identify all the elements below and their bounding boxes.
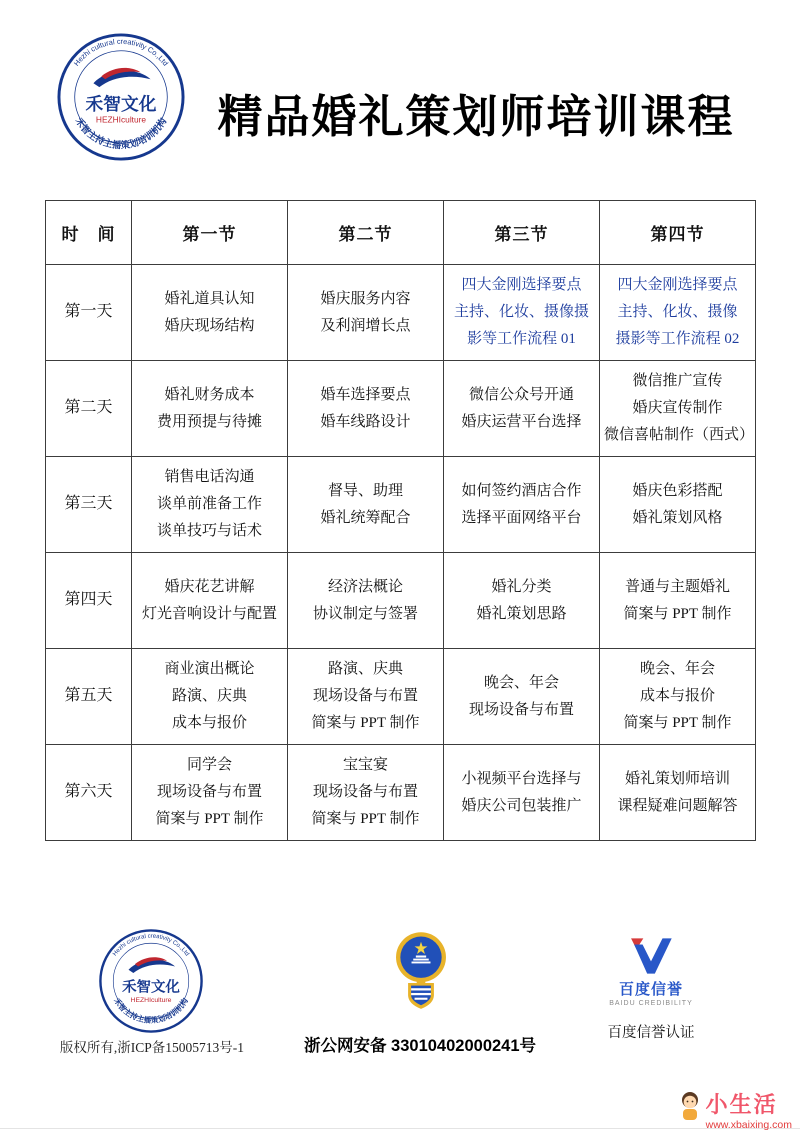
course-cell: 普通与主题婚礼 简案与 PPT 制作 xyxy=(600,553,756,649)
footer-company-logo xyxy=(98,928,204,1034)
course-cell: 商业演出概论 路演、庆典 成本与报价 xyxy=(132,649,288,745)
course-cell: 晚会、年会 现场设备与布置 xyxy=(444,649,600,745)
course-cell: 婚庆色彩搭配 婚礼策划风格 xyxy=(600,457,756,553)
course-cell: 婚车选择要点 婚车线路设计 xyxy=(288,361,444,457)
course-cell: 经济法概论 协议制定与签署 xyxy=(288,553,444,649)
col-header-session1: 第一节 xyxy=(132,201,288,265)
course-cell: 婚礼财务成本 费用预提与待摊 xyxy=(132,361,288,457)
table-row xyxy=(46,457,756,553)
course-cell: 四大金刚选择要点 主持、化妆、摄像 摄影等工作流程 02 xyxy=(600,265,756,361)
col-header-session3: 第三节 xyxy=(444,201,600,265)
day-label: 第一天 xyxy=(46,265,132,361)
course-cell: 婚庆花艺讲解 灯光音响设计与配置 xyxy=(132,553,288,649)
logo-name-cn: 禾智文化 xyxy=(85,93,157,114)
footer-logo-arc-bottom-text: 禾智主持主播策划培训机构 xyxy=(112,996,190,1025)
mascot-icon xyxy=(677,1090,703,1122)
course-cell: 销售电话沟通 谈单前准备工作 谈单技巧与话术 xyxy=(132,457,288,553)
police-badge-icon xyxy=(390,930,452,1012)
course-cell: 如何签约酒店合作 选择平面网络平台 xyxy=(444,457,600,553)
baidu-credibility-block xyxy=(596,936,706,1042)
logo-arc-top-text: Hezhi cultural creativity Co.,Ltd xyxy=(71,36,171,68)
company-logo xyxy=(56,32,186,162)
logo-arc-bottom-text: 禾智主持主播策划培训机构 xyxy=(73,116,169,151)
table-row xyxy=(46,265,756,361)
course-cell: 同学会 现场设备与布置 简案与 PPT 制作 xyxy=(132,745,288,841)
course-cell: 督导、助理 婚礼统筹配合 xyxy=(288,457,444,553)
course-table xyxy=(45,200,756,841)
day-label: 第六天 xyxy=(46,745,132,841)
course-cell: 婚礼道具认知 婚庆现场结构 xyxy=(132,265,288,361)
course-cell: 婚礼分类 婚礼策划思路 xyxy=(444,553,600,649)
baidu-credibility-name: 百度信誉 xyxy=(618,981,683,998)
course-cell: 四大金刚选择要点 主持、化妆、摄像摄 影等工作流程 01 xyxy=(444,265,600,361)
footer-logo-arc-top-text: Hezhi cultural creativity Co.,Ltd xyxy=(112,933,190,958)
course-cell: 小视频平台选择与 婚庆公司包装推广 xyxy=(444,745,600,841)
baidu-credibility-name-en: BAIDU CREDIBILITY xyxy=(609,1000,693,1007)
copyright-text: 版权所有,浙ICP备15005713号-1 xyxy=(59,1040,245,1055)
col-header-session4: 第四节 xyxy=(600,201,756,265)
baidu-credibility-icon xyxy=(628,936,674,976)
logo-name-en: HEZHIculture xyxy=(95,114,147,125)
baidu-certification-caption: 百度信誉认证 xyxy=(607,1025,695,1041)
day-label: 第三天 xyxy=(46,457,132,553)
table-row xyxy=(46,553,756,649)
course-cell: 微信公众号开通 婚庆运营平台选择 xyxy=(444,361,600,457)
site-watermark xyxy=(677,1088,792,1131)
col-header-time: 时 间 xyxy=(46,201,132,265)
course-cell: 路演、庆典 现场设备与布置 简案与 PPT 制作 xyxy=(288,649,444,745)
day-label: 第二天 xyxy=(46,361,132,457)
course-cell: 晚会、年会 成本与报价 简案与 PPT 制作 xyxy=(600,649,756,745)
watermark-site-name: 小生活 xyxy=(705,1092,778,1117)
course-table-body xyxy=(46,265,756,841)
police-registration-text: 浙公网安备 33010402000241号 xyxy=(303,1037,537,1055)
page-title: 精品婚礼策划师培训课程 xyxy=(217,91,735,142)
course-cell: 婚庆服务内容 及利润增长点 xyxy=(288,265,444,361)
table-row xyxy=(46,361,756,457)
day-label: 第五天 xyxy=(46,649,132,745)
col-header-session2: 第二节 xyxy=(288,201,444,265)
table-row xyxy=(46,649,756,745)
day-label: 第四天 xyxy=(46,553,132,649)
course-cell: 微信推广宣传 婚庆宣传制作 微信喜帖制作（西式） xyxy=(600,361,756,457)
footer-logo-name-cn: 禾智文化 xyxy=(122,979,180,996)
table-row xyxy=(46,745,756,841)
course-cell: 宝宝宴 现场设备与布置 简案与 PPT 制作 xyxy=(288,745,444,841)
table-header-row xyxy=(46,201,756,265)
watermark-site-url: www.xbaixing.com xyxy=(705,1119,792,1131)
footer-logo-name-en: HEZHIculture xyxy=(130,996,172,1004)
course-cell: 婚礼策划师培训 课程疑难问题解答 xyxy=(600,745,756,841)
